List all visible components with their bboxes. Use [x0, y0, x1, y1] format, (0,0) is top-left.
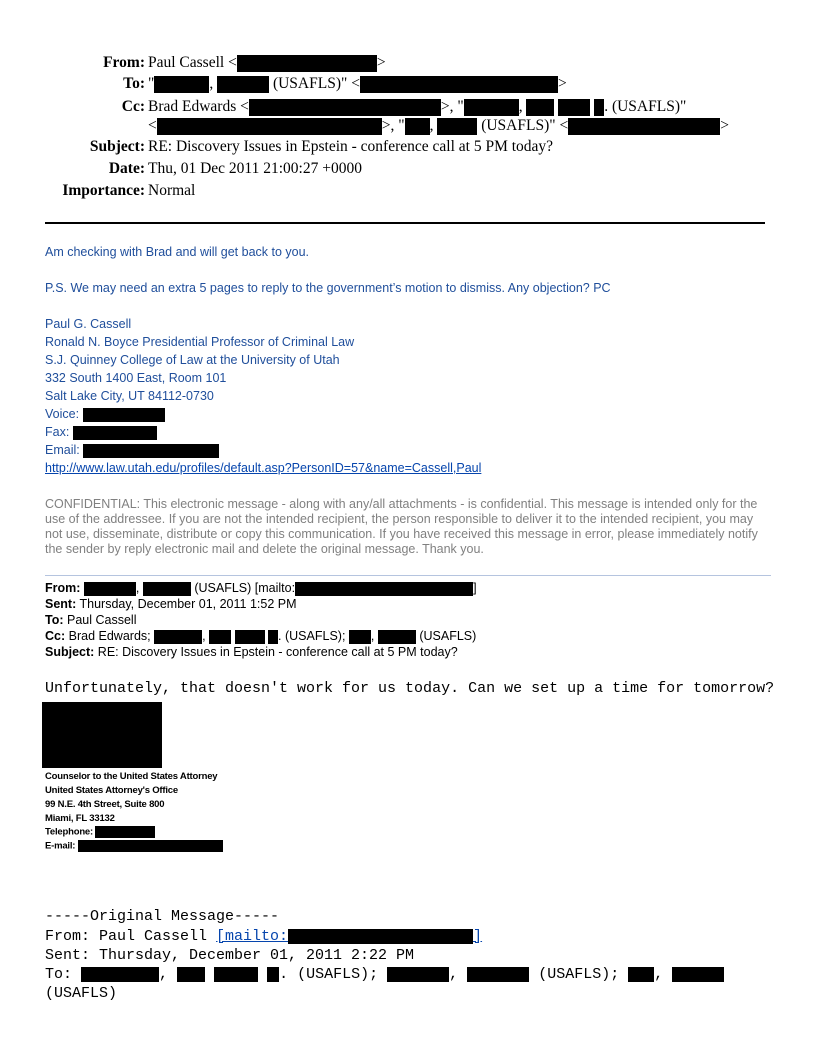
to-close: > [557, 75, 567, 92]
redaction [81, 967, 159, 982]
original-to-comma2: , [449, 966, 459, 983]
redaction [378, 630, 416, 644]
redaction [467, 967, 529, 982]
original-from [45, 928, 482, 945]
to-usafls: (USAFLS)" < [272, 75, 360, 92]
usao-email [45, 840, 223, 852]
redaction [288, 929, 473, 944]
cc-sep: >, " [440, 98, 464, 115]
redaction [235, 630, 265, 644]
fwd-cc-name: Brad Edwards; [68, 629, 151, 643]
redaction [73, 426, 157, 440]
sig-name: Paul G. Cassell [45, 317, 132, 331]
fwd-from-comma: , [135, 581, 140, 595]
redaction [209, 630, 231, 644]
redaction-block [42, 702, 162, 768]
original-sent: Sent: Thursday, December 01, 2011 2:22 PM [45, 947, 415, 964]
fwd-cc-usafls1: . (USAFLS); [278, 629, 346, 643]
confidential-notice: CONFIDENTIAL: This electronic message - along with any/all attachments - is confidential. This message is intended only for the use of the addressee. If you are not the intended recipient, the person responsible to deliver it to the intended recipient, you may not use, disseminate, distribute or copy this communication. If you have received this message in error, please immediately notify the sender by reply electronic mail and delete the original message. Thank you. [45, 497, 758, 556]
fwd-to-label: To: [45, 613, 64, 627]
voice-label: Voice: [45, 407, 80, 421]
body-line2: P.S. We may need an extra 5 pages to reply to the government’s motion to dismiss. Any objection? PC [45, 281, 611, 295]
sig-email [45, 443, 219, 458]
redaction [437, 118, 477, 135]
fwd-from-close: ] [473, 581, 477, 595]
fwd-from-usafls: (USAFLS) [mailto: [194, 581, 296, 595]
redaction [672, 967, 724, 982]
usao-street: 99 N.E. 4th Street, Suite 800 [45, 799, 165, 810]
forward-divider [45, 575, 771, 576]
importance-value: Normal [148, 182, 196, 199]
redaction [95, 826, 155, 838]
reply-text: Unfortunately, that doesn't work for us today. Can we set up a time for tomorrow? [45, 680, 775, 697]
redaction [349, 630, 371, 644]
redaction [83, 408, 165, 422]
redaction [217, 76, 269, 93]
redaction [84, 582, 136, 596]
cc-comma: , [518, 98, 523, 115]
fwd-sent-label: Sent: [45, 597, 77, 611]
to-comma: , [209, 75, 214, 92]
sig-voice [45, 407, 165, 422]
original-to-usafls1: . (USAFLS); [279, 966, 379, 983]
from-label: From: [103, 54, 145, 71]
profile-link[interactable]: http://www.law.utah.edu/profiles/default.asp?PersonID=57&name=Cassell,Paul [45, 461, 482, 475]
fwd-from-label: From: [45, 581, 81, 595]
telephone-label: Telephone: [45, 826, 93, 838]
to-quote: " [148, 75, 155, 92]
fwd-to [45, 613, 136, 627]
original-to-comma1: , [159, 966, 169, 983]
subject-label: Subject: [89, 138, 145, 155]
fwd-cc-label: Cc: [45, 629, 66, 643]
fax-label: Fax: [45, 425, 70, 439]
from-name: Paul Cassell < [148, 54, 237, 71]
original-divider: -----Original Message----- [45, 908, 280, 925]
cc-comma2: , [429, 117, 434, 134]
to-label: To: [123, 75, 145, 92]
cc-open: < [148, 117, 157, 134]
usao-email-label: E-mail: [45, 840, 76, 852]
usao-telephone [45, 826, 155, 838]
fwd-cc-comma2: , [370, 629, 375, 643]
from-close: > [376, 54, 386, 71]
email-label: Email: [45, 443, 80, 457]
redaction [360, 76, 558, 93]
fwd-cc-usafls2: (USAFLS) [419, 629, 477, 643]
original-to-line2: (USAFLS) [45, 985, 118, 1002]
header-divider [45, 222, 765, 224]
fwd-cc [45, 629, 476, 644]
redaction [268, 630, 278, 644]
redaction [594, 99, 604, 116]
cc-usafls: . (USAFLS)" [604, 98, 687, 115]
redaction [177, 967, 205, 982]
sig-fax [45, 425, 157, 440]
sig-address1: 332 South 1400 East, Room 101 [45, 371, 227, 385]
mailto-label: [mailto: [216, 928, 289, 945]
from-value [148, 54, 386, 72]
redaction [558, 99, 590, 116]
redaction [464, 99, 519, 116]
cc-value-line1 [148, 98, 686, 116]
redaction [154, 76, 209, 93]
redaction [154, 630, 202, 644]
original-to [45, 966, 724, 983]
redaction [78, 840, 223, 852]
fwd-sent-value: Thursday, December 01, 2011 1:52 PM [79, 597, 297, 611]
redaction [237, 55, 377, 72]
mailto-link[interactable] [216, 928, 482, 945]
date-label: Date: [108, 160, 145, 177]
redaction [157, 118, 382, 135]
redaction [267, 967, 279, 982]
sig-school: S.J. Quinney College of Law at the University of Utah [45, 353, 340, 367]
redaction [526, 99, 554, 116]
to-value [148, 75, 567, 93]
redaction [83, 444, 219, 458]
redaction [214, 967, 258, 982]
original-to-comma3: , [654, 966, 664, 983]
redaction [387, 967, 449, 982]
usao-title: Counselor to the United States Attorney [45, 771, 218, 782]
date-value: Thu, 01 Dec 2011 21:00:27 +0000 [148, 160, 362, 177]
redaction [628, 967, 654, 982]
cc-sep2: >, " [381, 117, 405, 134]
cc-value-line2 [148, 117, 729, 135]
original-from-prefix: From: Paul Cassell [45, 928, 217, 945]
original-to-prefix: To: [45, 966, 73, 983]
fwd-from [45, 581, 477, 596]
fwd-cc-comma1: , [202, 629, 206, 643]
cc-usafls2: (USAFLS)" < [481, 117, 569, 134]
usao-city: Miami, FL 33132 [45, 813, 115, 824]
cc-label: Cc: [121, 98, 145, 115]
fwd-sent [45, 597, 297, 611]
fwd-subject [45, 645, 458, 659]
redaction [249, 99, 441, 116]
redaction [143, 582, 191, 596]
importance-label: Importance: [62, 182, 145, 199]
sig-address2: Salt Lake City, UT 84112-0730 [45, 389, 214, 403]
fwd-subject-label: Subject: [45, 645, 95, 659]
redaction [568, 118, 720, 135]
subject-value: RE: Discovery Issues in Epstein - conference call at 5 PM today? [148, 138, 554, 155]
usao-office: United States Attorney's Office [45, 785, 178, 796]
body-line1: Am checking with Brad and will get back to you. [45, 245, 310, 259]
sig-title: Ronald N. Boyce Presidential Professor of Criminal Law [45, 335, 355, 349]
original-to-usafls2: (USAFLS); [538, 966, 620, 983]
cc-close: > [720, 117, 729, 134]
cc-name: Brad Edwards < [148, 98, 249, 115]
fwd-subject-value: RE: Discovery Issues in Epstein - conference call at 5 PM today? [97, 645, 458, 659]
mailto-close: ] [473, 928, 483, 945]
redaction [295, 582, 473, 596]
redaction [405, 118, 430, 135]
fwd-to-value: Paul Cassell [67, 613, 137, 627]
